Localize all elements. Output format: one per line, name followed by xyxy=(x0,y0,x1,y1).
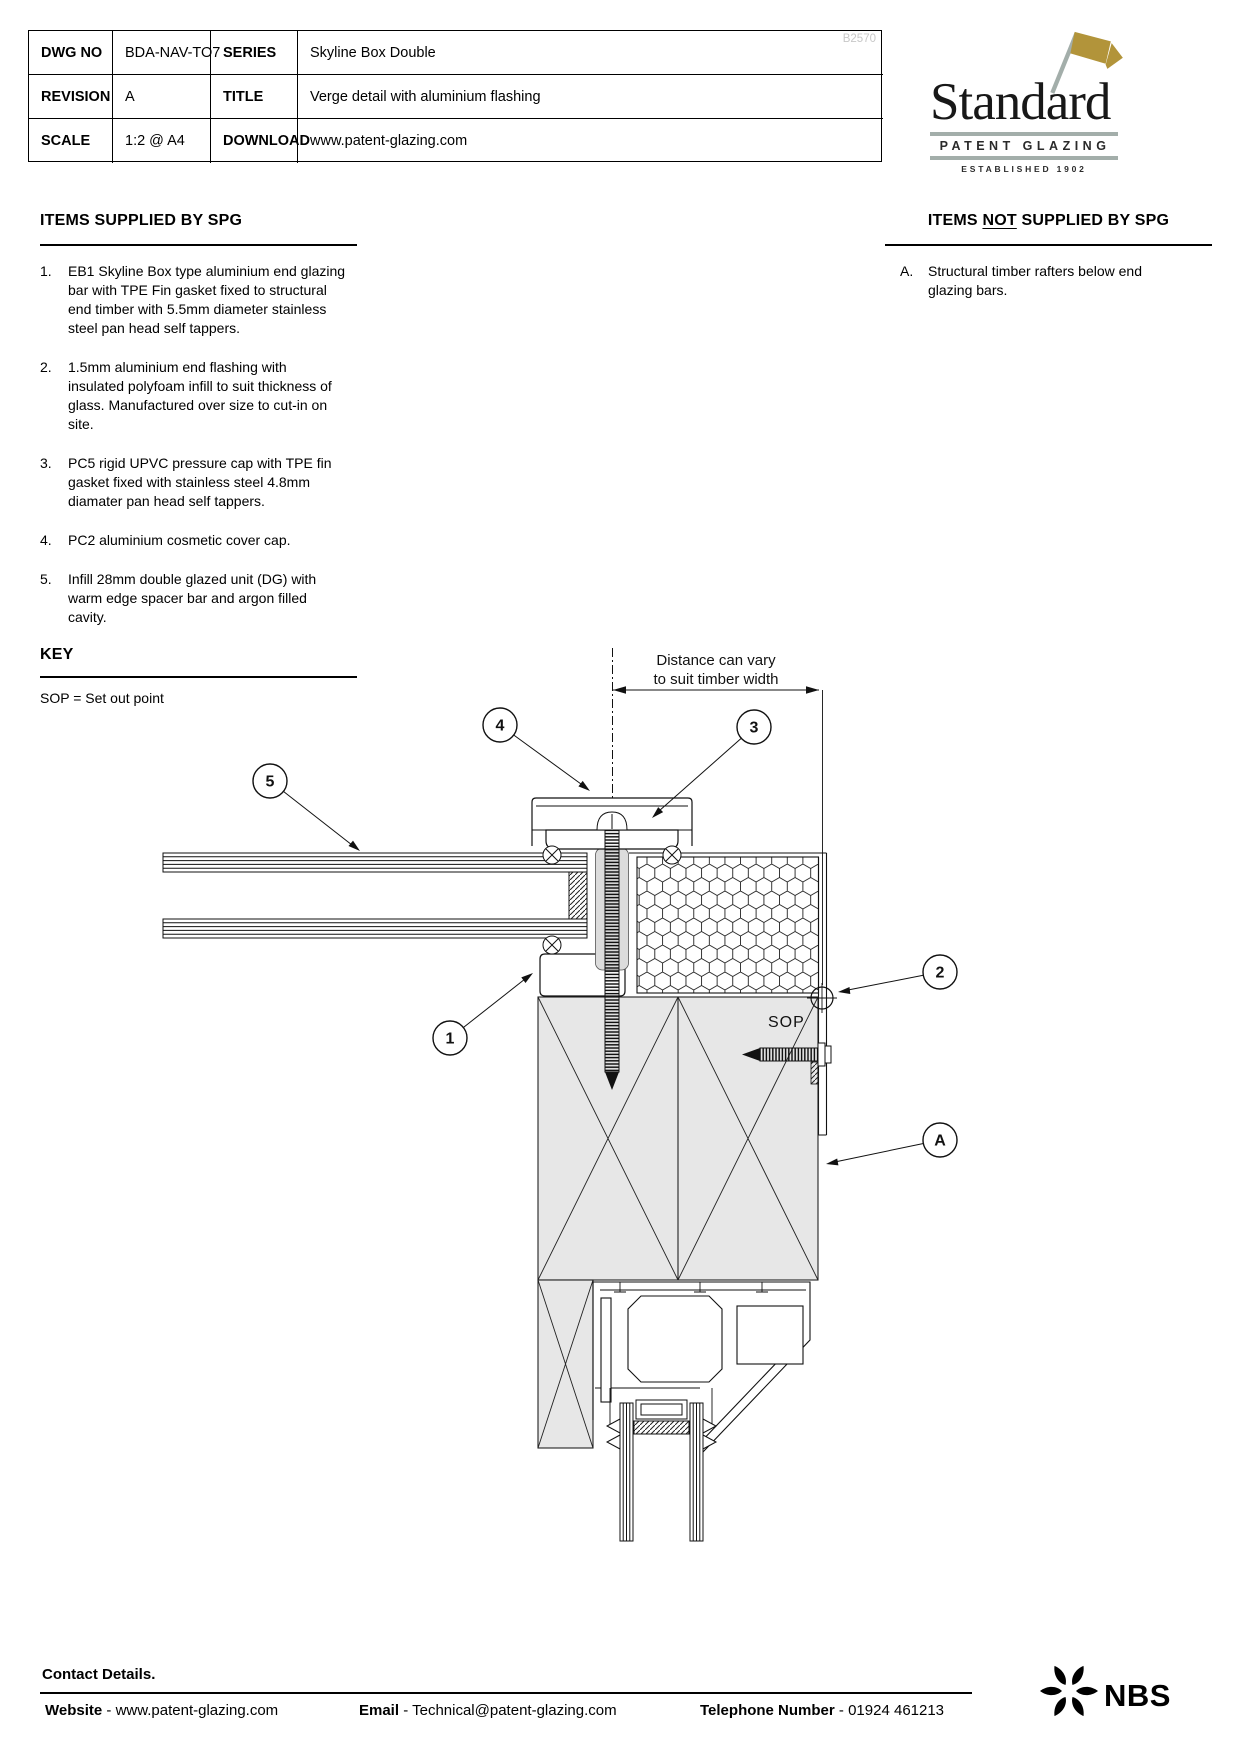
logo-established: ESTABLISHED 1902 xyxy=(961,164,1087,174)
divider xyxy=(40,1692,972,1694)
key-heading: KEY xyxy=(40,646,74,663)
items-supplied-heading: ITEMS SUPPLIED BY SPG xyxy=(40,212,243,229)
item-number: 1. xyxy=(40,262,52,279)
list-item xyxy=(40,262,346,338)
spacer-bar xyxy=(569,872,587,919)
dwg-no-label: DWG NO xyxy=(29,31,113,75)
download-link[interactable]: www.patent-glazing.com xyxy=(310,133,468,149)
sheet-ref-code: B2570 xyxy=(842,33,876,45)
list-item xyxy=(40,454,346,511)
title-label: TITLE xyxy=(211,75,298,119)
screw-head xyxy=(818,1043,825,1066)
divider xyxy=(885,244,1212,246)
item-text: 1.5mm aluminium end flashing with insulated polyfoam infill to suit thickness of glass. Manufactured over size to cut-in on site. xyxy=(68,358,332,432)
phone-label: Telephone Number xyxy=(700,1702,835,1719)
key-note: SOP = Set out point xyxy=(40,689,164,706)
items-supplied-section xyxy=(40,212,346,647)
dwg-no-value: BDA-NAV-TO7 xyxy=(113,31,211,75)
item-number: 4. xyxy=(40,531,52,548)
website-label: Website xyxy=(45,1702,103,1719)
item-number: 2. xyxy=(40,358,52,375)
vertical-glass-unit xyxy=(607,1400,716,1541)
items-supplied-list xyxy=(40,262,346,627)
callout-2-label: 2 xyxy=(935,964,945,982)
polyfoam-infill xyxy=(637,857,819,993)
logo-bar-top xyxy=(930,132,1118,136)
callout-a-label: A xyxy=(934,1132,946,1150)
revision-value: A xyxy=(113,75,211,119)
flag-icon xyxy=(1042,22,1128,102)
list-item xyxy=(900,262,1212,300)
sop-label: SOP xyxy=(768,1014,805,1031)
contact-details-heading: Contact Details. xyxy=(42,1666,156,1683)
footer-phone xyxy=(700,1702,944,1719)
roof-glass-unit xyxy=(163,853,587,938)
footer-website xyxy=(45,1702,278,1719)
callout-2 xyxy=(838,955,957,994)
list-item xyxy=(40,570,346,627)
callout-4-label: 4 xyxy=(495,717,505,735)
email-label: Email xyxy=(359,1702,400,1719)
scale-value: 1:2 @ A4 xyxy=(113,119,211,163)
item-text: EB1 Skyline Box type aluminium end glazing bar with TPE Fin gasket fixed to structural end timber with 5.5mm diameter stainless steel pan head self tappers. xyxy=(68,262,346,336)
heading-post: SUPPLIED BY SPG xyxy=(1016,212,1170,229)
item-number: 3. xyxy=(40,454,52,471)
callout-5 xyxy=(253,764,360,851)
download-label: DOWNLOAD xyxy=(211,119,298,163)
title-value: Verge detail with aluminium flashing xyxy=(298,75,883,119)
heading-pre: ITEMS xyxy=(927,212,983,229)
callout-1 xyxy=(433,973,533,1055)
footer-email xyxy=(359,1702,617,1719)
callout-A xyxy=(826,1123,957,1165)
title-block-table xyxy=(28,30,882,162)
series-value: Skyline Box Double xyxy=(298,31,883,75)
profile-chamber-right xyxy=(737,1306,803,1364)
callout-3-label: 3 xyxy=(749,719,759,737)
detail-drawing xyxy=(150,630,960,1560)
items-not-supplied-heading xyxy=(885,212,1212,230)
item-text: PC2 aluminium cosmetic cover cap. xyxy=(68,531,291,548)
series-label: SERIES xyxy=(211,31,298,75)
logo-wordmark: Standard xyxy=(930,73,1111,131)
items-not-supplied-list xyxy=(885,262,1212,300)
nbs-flower-icon xyxy=(1038,1660,1100,1722)
nbs-logo-text: NBS xyxy=(1104,1678,1171,1713)
logo-bar-bottom xyxy=(930,156,1118,160)
list-item xyxy=(40,358,346,434)
items-not-supplied-section xyxy=(885,212,1212,320)
callout-4 xyxy=(483,708,590,791)
revision-label: REVISION xyxy=(29,75,113,119)
profile-chamber-octagon xyxy=(628,1296,722,1382)
phone-value: 01924 461213 xyxy=(848,1702,945,1719)
heading-not: NOT xyxy=(982,212,1017,229)
website-link[interactable]: www.patent-glazing.com xyxy=(115,1702,279,1719)
spacer-bar xyxy=(634,1421,689,1434)
dimension-note-line1: Distance can vary xyxy=(656,652,776,669)
logo-tagline: PATENT GLAZING xyxy=(939,139,1111,153)
company-logo xyxy=(930,24,1118,174)
item-number: 5. xyxy=(40,570,52,587)
separator: - xyxy=(403,1702,409,1719)
callout-1-label: 1 xyxy=(445,1030,455,1048)
item-text: PC5 rigid UPVC pressure cap with TPE fin gasket fixed with stainless steel 4.8mm diamater pan head self tappers. xyxy=(68,454,332,509)
item-text: Infill 28mm double glazed unit (DG) with warm edge spacer bar and argon filled cavity. xyxy=(68,570,317,625)
list-item xyxy=(40,531,346,550)
dimension-note-line2: to suit timber width xyxy=(653,671,779,688)
callout-5-label: 5 xyxy=(265,773,275,791)
item-letter: A. xyxy=(900,262,914,279)
scale-label: SCALE xyxy=(29,119,113,163)
email-link[interactable]: Technical@patent-glazing.com xyxy=(412,1702,617,1719)
separator: - xyxy=(838,1702,844,1719)
profile-channel-left xyxy=(601,1298,611,1402)
divider xyxy=(40,244,357,246)
separator: - xyxy=(106,1702,112,1719)
callout-3 xyxy=(652,710,771,818)
item-text: Structural timber rafters below end glazing bars. xyxy=(928,262,1142,298)
